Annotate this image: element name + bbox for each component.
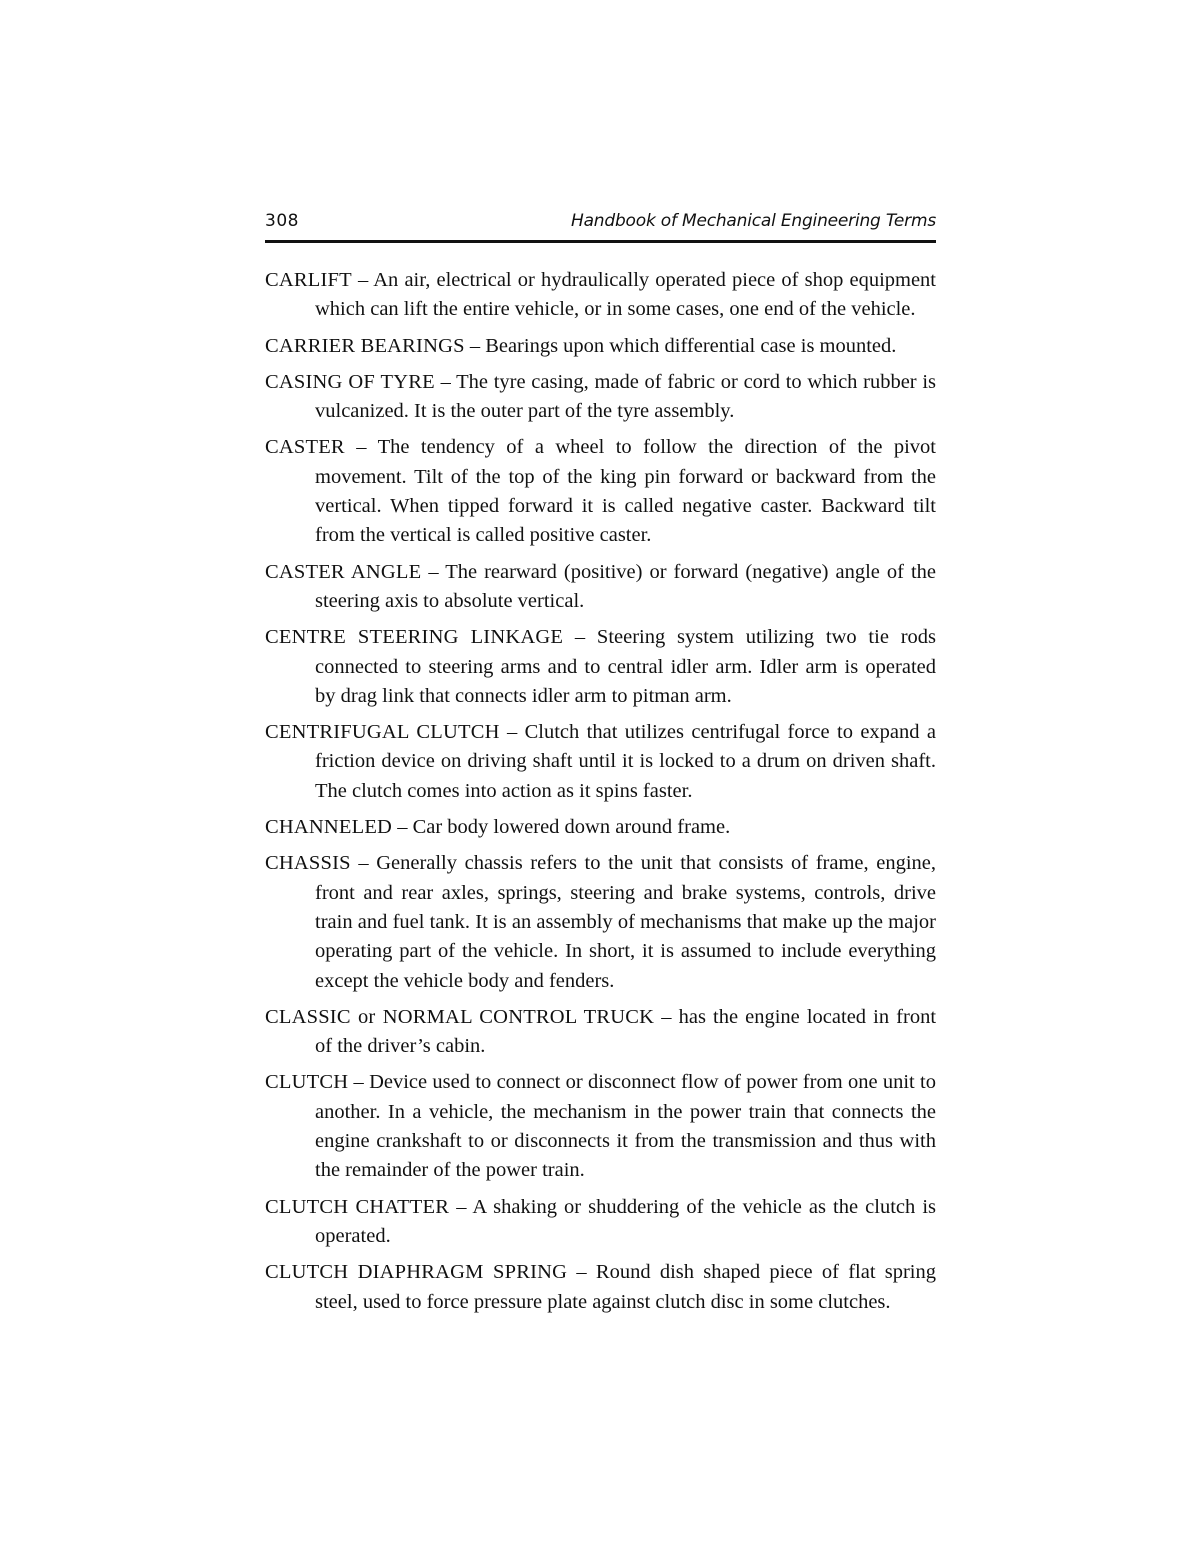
entry-definition: Bearings upon which differential case is mounted. [485, 334, 897, 357]
entry-definition: Car body lowered down around frame. [412, 816, 731, 839]
entry-definition: Device used to connect or disconnect flow of power from one unit to another. In a vehicle, the mechanism in the power train that connects the engine crankshaft to or disconnects it from the transmission and thus with the remainder of the power train. [315, 1071, 936, 1182]
entry-term: CASTER [265, 436, 345, 459]
glossary-entry [265, 266, 936, 325]
entry-dash: – [428, 560, 439, 583]
glossary-entry [265, 813, 936, 842]
entry-term: CASTER ANGLE [265, 560, 422, 583]
glossary-entry [265, 1258, 936, 1317]
entry-definition: has the engine located in front of the driver’s cabin. [315, 1005, 937, 1058]
glossary-entry [265, 368, 936, 427]
entry-definition: The rearward (positive) or forward (negative) angle of the steering axis to absolute vertical. [315, 560, 936, 612]
entry-term: CLUTCH DIAPHRAGM SPRING [265, 1261, 568, 1284]
entry-dash: – [353, 1071, 364, 1094]
entry-definition: A shaking or shuddering of the vehicle as the clutch is operated. [315, 1195, 936, 1247]
entry-definition: An air, electrical or hydraulically operated piece of shop equipment which can lift the entire vehicle, or in some cases, one end of the vehicle. [315, 269, 937, 321]
glossary-entry [265, 1193, 936, 1252]
entry-definition: The tyre casing, made of fabric or cord to which rubber is vulcanized. It is the outer part of the tyre assembly. [315, 370, 936, 423]
glossary-entry [265, 623, 936, 711]
entry-dash: – [440, 370, 451, 393]
page-header [265, 211, 936, 241]
entry-term: CARLIFT [265, 269, 352, 291]
glossary-entry [265, 1068, 936, 1185]
entry-dash: – [397, 816, 408, 839]
entry-dash: – [356, 436, 367, 459]
entry-dash: – [576, 1261, 587, 1284]
glossary-entry [265, 558, 936, 617]
glossary-entry [265, 849, 936, 995]
running-title: Handbook of Mechanical Engineering Terms [570, 211, 936, 231]
entry-term: CENTRIFUGAL CLUTCH [265, 721, 500, 744]
entry-term: CASING OF TYRE [265, 370, 435, 393]
entry-term: CARRIER BEARINGS [265, 334, 465, 357]
glossary-entry [265, 1003, 936, 1062]
entry-definition: Generally chassis refers to the unit that consists of frame, engine, front and rear axles, springs, steering and brake systems, controls, drive train and fuel tank. It is an assembly of mechanisms that make up the major operating part of the vehicle. In short, it is assumed to include everything except the vehicle body and fenders. [315, 852, 937, 992]
entry-dash: – [469, 334, 481, 357]
entry-term: CLUTCH [265, 1071, 349, 1094]
entry-dash: – [661, 1005, 672, 1028]
glossary-entry [265, 433, 936, 550]
entry-dash: – [357, 269, 369, 291]
entry-term: CHANNELED [265, 816, 393, 839]
entry-term: CLUTCH CHATTER [265, 1195, 450, 1218]
glossary-entry [265, 718, 936, 806]
entry-dash: – [506, 721, 518, 744]
entry-term: CLASSIC or NORMAL CONTROL TRUCK [265, 1005, 655, 1028]
entry-definition: The tendency of a wheel to follow the direction of the pivot movement. Tilt of the top of the king pin forward or backward from the vertical. When tipped forward it is called negative caster. Backward tilt from the vertical is called positive caster. [315, 436, 936, 547]
page-number: 308 [265, 211, 299, 231]
entry-term: CENTRE STEERING LINKAGE [265, 626, 564, 649]
entry-dash: – [456, 1195, 467, 1218]
glossary-entries [265, 266, 936, 1324]
header-rule [265, 240, 936, 243]
glossary-entry [265, 332, 936, 361]
entry-dash: – [574, 626, 586, 649]
entry-term: CHASSIS [265, 852, 351, 875]
entry-dash: – [358, 852, 369, 875]
entry-definition: Round dish shaped piece of flat spring steel, used to force pressure plate against clutch disc in some clutches. [315, 1261, 937, 1313]
entry-definition: Steering system utilizing two tie rods connected to steering arms and to central idler arm. Idler arm is operated by drag link that connects idler arm to pitman arm. [315, 626, 937, 707]
entry-definition: Clutch that utilizes centrifugal force to expand a friction device on driving shaft until it is locked to a drum on driven shaft. The clutch comes into action as it spins faster. [315, 721, 937, 802]
